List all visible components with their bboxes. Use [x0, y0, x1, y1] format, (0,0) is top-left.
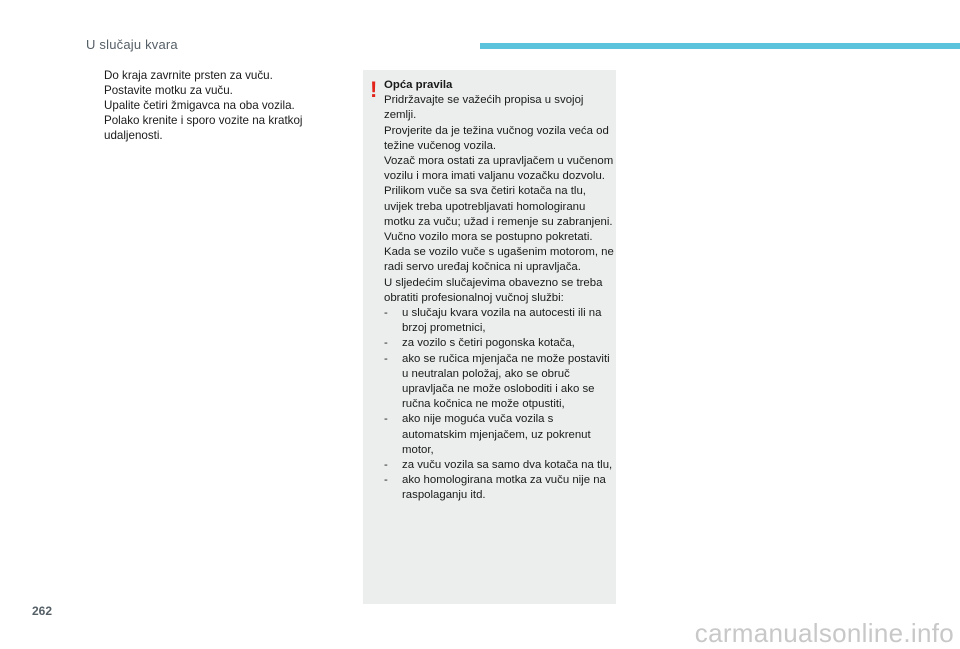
list-item	[384, 458, 614, 473]
page-number: 262	[32, 604, 53, 618]
case-text: ako homologirana motka za vuču nije na raspolaganju itd.	[402, 474, 606, 502]
warning-paragraph: Kada se vozilo vuče s ugašenim motorom, ne radi servo uređaj kočnica ni upravljača.	[384, 246, 614, 274]
section-title: U slučaju kvara	[86, 37, 178, 52]
list-item	[86, 113, 331, 143]
case-text: ako se ručica mjenjača ne može postaviti u neutralan položaj, ako se obruč upravljača ne može osloboditi i ako se ručna kočnica ne može otpustiti,	[402, 352, 610, 411]
list-item	[86, 68, 331, 83]
warning-title: Opća pravila	[384, 79, 453, 91]
list-item	[384, 336, 614, 351]
warning-paragraph: Prilikom vuče sa sva četiri kotača na tlu, uvijek treba upotrebljavati homologiranu motku za vuču; užad i remenje su zabranjeni.	[384, 185, 613, 228]
warning-paragraph: U sljedećim slučajevima obavezno se treba obratiti profesionalnoj vučnoj službi:	[384, 276, 603, 304]
warning-paragraph: Provjerite da je težina vučnog vozila veća od težine vučenog vozila.	[384, 124, 609, 152]
warning-box	[363, 70, 616, 604]
list-item	[384, 412, 614, 458]
dash-bullet: -	[384, 474, 388, 487]
step-text: Postavite motku za vuču.	[104, 84, 233, 97]
list-item	[86, 83, 331, 98]
list-item	[86, 98, 331, 113]
warning-text	[384, 78, 614, 504]
header-accent-bar	[480, 43, 960, 49]
exclamation-icon: !	[370, 77, 378, 102]
warning-paragraph: Pridržavajte se važećih propisa u svojoj zemlji.	[384, 94, 584, 122]
case-text: za vozilo s četiri pogonska kotača,	[402, 337, 575, 350]
steps-list	[86, 68, 331, 143]
dash-bullet: -	[384, 307, 388, 320]
case-text: u slučaju kvara vozila na autocesti ili na brzoj prometnici,	[402, 307, 602, 335]
step-text: Polako krenite i sporo vozite na kratkoj udaljenosti.	[104, 114, 303, 142]
list-item	[384, 473, 614, 503]
watermark: carmanualsonline.info	[694, 618, 954, 648]
warning-paragraph: Vozač mora ostati za upravljačem u vučenom vozilu i mora imati valjanu vozačku dozvolu.	[384, 155, 614, 183]
step-text: Upalite četiri žmigavca na oba vozila.	[104, 99, 295, 112]
step-text: Do kraja zavrnite prsten za vuču.	[104, 69, 273, 82]
list-item	[384, 352, 614, 413]
dash-bullet: -	[384, 413, 388, 426]
warning-paragraph: Vučno vozilo mora se postupno pokretati.	[384, 231, 593, 244]
case-text: za vuču vozila sa samo dva kotača na tlu,	[402, 459, 613, 472]
dash-bullet: -	[384, 352, 388, 365]
case-text: ako nije moguća vuča vozila s automatskim mjenjačem, uz pokrenut motor,	[402, 413, 591, 456]
dash-bullet: -	[384, 337, 388, 350]
list-item	[384, 306, 614, 336]
dash-bullet: -	[384, 459, 388, 472]
cases-list	[384, 306, 614, 504]
